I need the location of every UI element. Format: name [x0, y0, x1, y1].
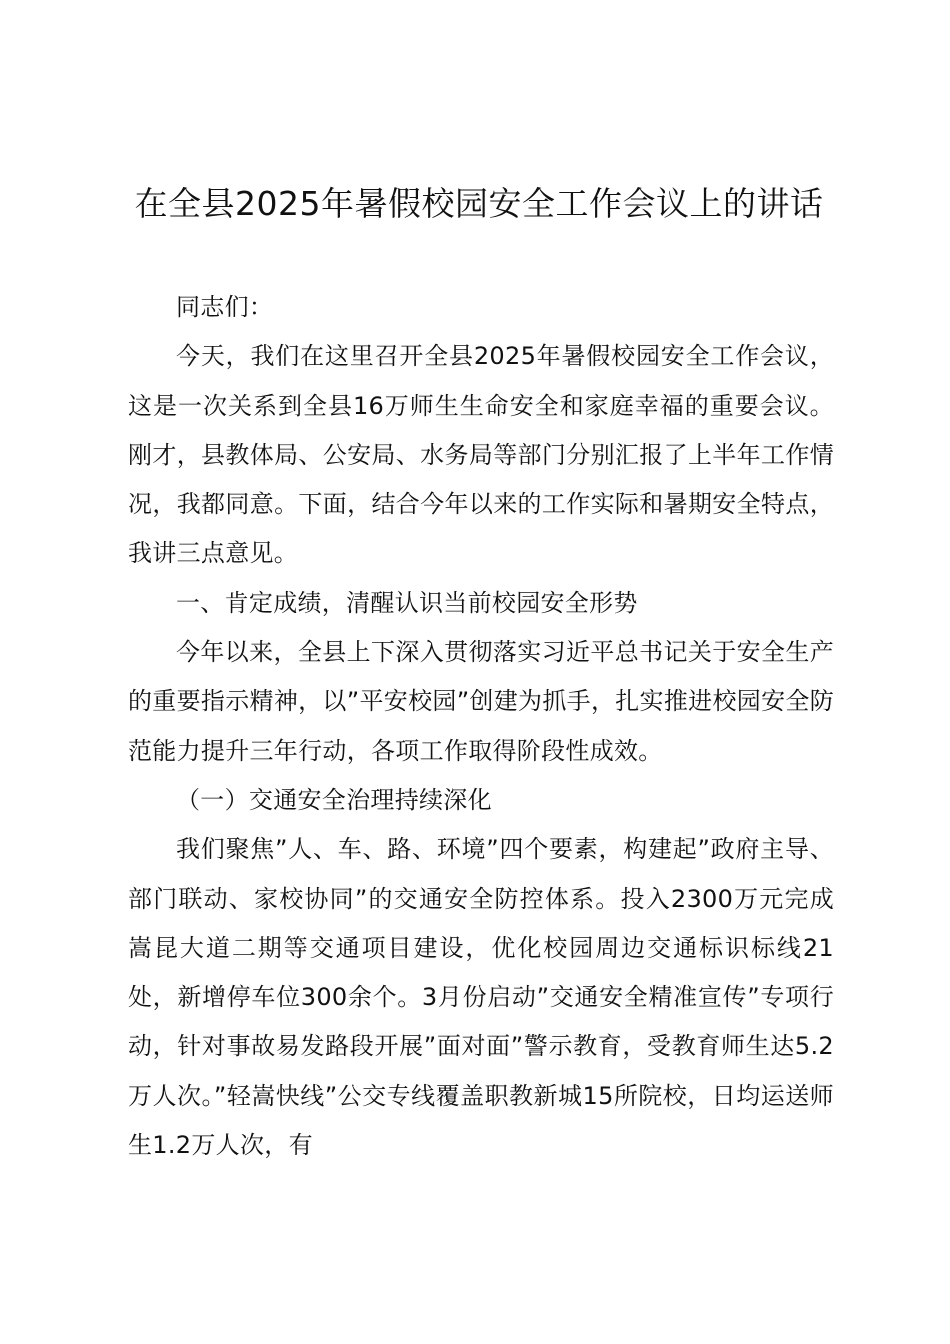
salutation: 同志们： [176, 293, 274, 321]
section-heading-1: 一、肯定成绩，清醒认识当前校园安全形势 [176, 588, 638, 617]
paragraph-intro: 今天，我们在这里召开全县2025年暑假校园安全工作会议，这是一次关系到全县16万师生生命安全和家庭幸福的重要会议。刚才，县教体局、公安局、水务局等部门分别汇报了上半年工作情况，我都同意。下面，结合今年以来的工作实际和暑期安全特点，我讲三点意见。 [128, 342, 834, 568]
paragraph-traffic: 我们聚焦”人、车、路、环境”四个要素，构建起”政府主导、部门联动、家校协同”的交通安全防控体系。投入2300万元完成嵩昆大道二期等交通项目建设，优化校园周边交通标识标线21处，新增停车位300余个。3月份启动”交通安全精准宣传”专项行动，针对事故易发路段开展”面对面”警示教育，受教育师生达5.2万人次。”轻嵩快线”公交专线覆盖职教新城15所院校，日均运送师生1.2万人次，有 [128, 835, 834, 1160]
document-title: 在全县2025年暑假校园安全工作会议上的讲话 [134, 184, 824, 223]
subsection-heading-1: （一）交通安全治理持续深化 [176, 785, 492, 814]
document-body [128, 283, 834, 1170]
paragraph-section-1: 今年以来，全县上下深入贯彻落实习近平总书记关于安全生产的重要指示精神，以”平安校园”创建为抓手，扎实推进校园安全防范能力提升三年行动，各项工作取得阶段性成效。 [128, 638, 834, 765]
